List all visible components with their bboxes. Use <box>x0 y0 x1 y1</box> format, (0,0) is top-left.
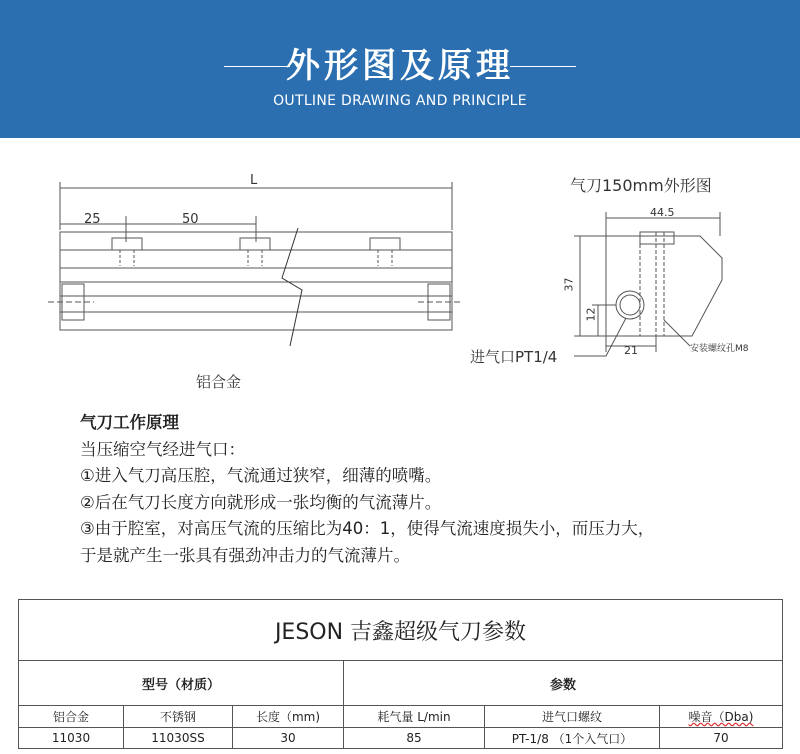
principle-step-3-cont: 于是就产生一张具有强劲冲击力的气流薄片。 <box>80 545 410 565</box>
cell-air-consumption: 85 <box>344 728 485 749</box>
page-title: 外形图及原理 <box>286 46 514 86</box>
screw-label: 安装螺纹孔M8 <box>690 344 749 354</box>
cell-noise: 70 <box>660 728 783 749</box>
principle-intro: 当压缩空气经进气口： <box>80 439 245 459</box>
col-header-length: 长度（mm) <box>233 706 344 728</box>
side-view-title: 气刀150mm外形图 <box>570 176 712 195</box>
col-header-air-consumption: 耗气量 L/min <box>344 706 485 728</box>
dim-21-label: 21 <box>624 344 638 357</box>
cell-inlet-thread: PT-1/8 （1个入气口） <box>485 728 660 749</box>
group-params-header: 参数 <box>344 661 783 706</box>
cell-stainless-model: 11030SS <box>124 728 233 749</box>
col-header-stainless: 不锈钢 <box>124 706 233 728</box>
length-label: L <box>250 173 258 188</box>
principle-section <box>80 410 780 569</box>
dim-25-label: 25 <box>84 212 101 227</box>
principle-heading: 气刀工作原理 <box>80 413 179 432</box>
page-subtitle: OUTLINE DRAWING AND PRINCIPLE <box>273 93 527 109</box>
cell-length: 30 <box>233 728 344 749</box>
group-model-header: 型号（材质） <box>19 661 344 706</box>
spec-table <box>18 599 783 749</box>
col-header-noise <box>660 706 783 728</box>
principle-step-1: ①进入气刀高压腔，气流通过狭窄，细薄的喷嘴。 <box>80 466 442 485</box>
principle-step-2: ②后在气刀长度方向就形成一张均衡的气流薄片。 <box>80 492 442 512</box>
dim-12-label: 12 <box>584 307 598 322</box>
material-label: 铝合金 <box>196 373 242 391</box>
col-header-aluminum: 铝合金 <box>19 706 124 728</box>
noise-header-text: 噪音（Dba) <box>688 710 754 724</box>
inlet-label: 进气口PT1/4 <box>470 348 558 366</box>
col-header-inlet-thread: 进气口螺纹 <box>485 706 660 728</box>
dim-37-label: 37 <box>562 277 576 292</box>
air-knife-body <box>60 232 452 330</box>
header-banner <box>0 0 800 138</box>
dim-50-label: 50 <box>182 212 199 227</box>
principle-step-3: ③由于腔室，对高压气流的压缩比为40：1，使得气流速度损失小，而压力大， <box>80 519 655 538</box>
dim-44-5-label: 44.5 <box>650 206 675 219</box>
cell-aluminum-model: 11030 <box>19 728 124 749</box>
table-row <box>19 728 783 749</box>
spec-table-title: JESON 吉鑫超级气刀参数 <box>19 600 783 661</box>
